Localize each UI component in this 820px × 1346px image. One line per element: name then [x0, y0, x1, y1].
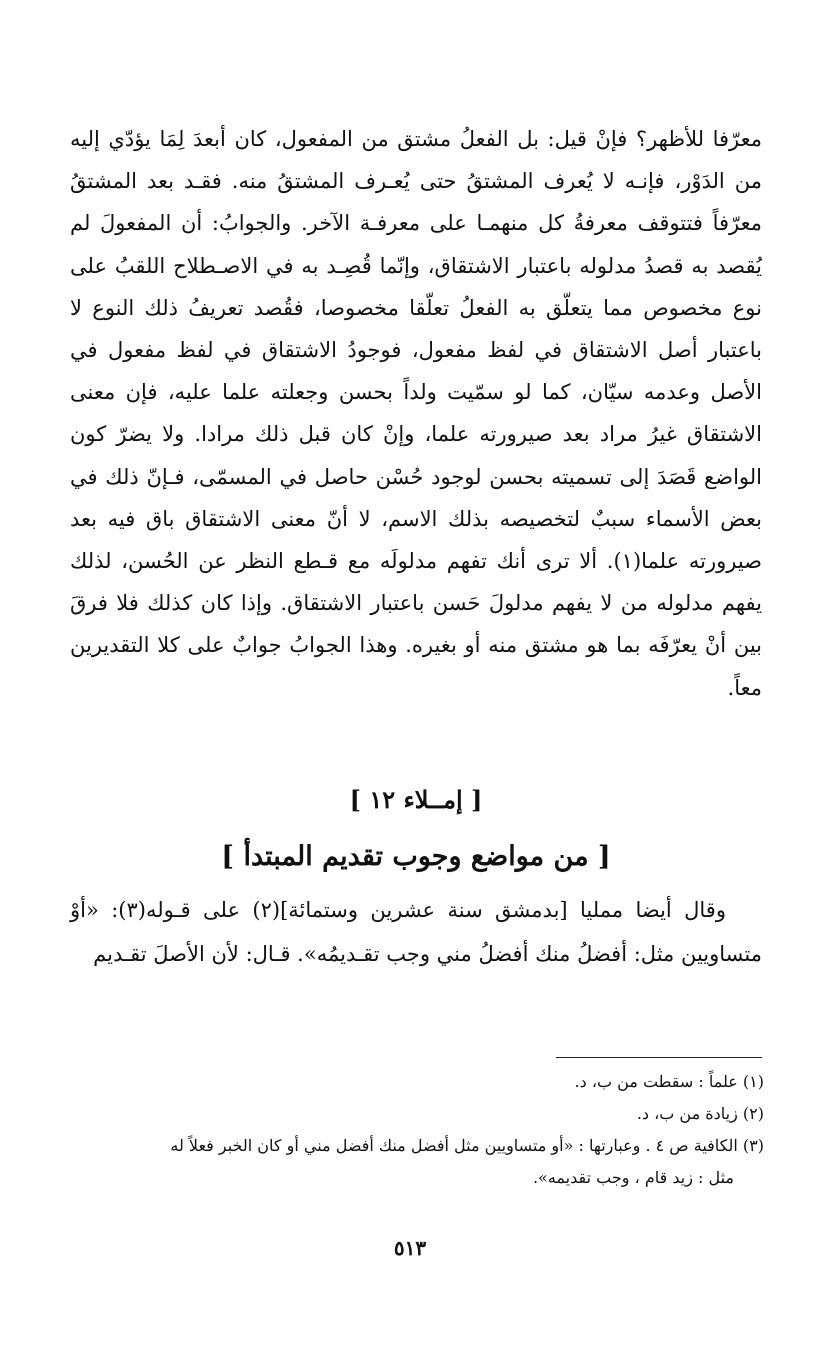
footnotes [70, 1066, 764, 1194]
footnote-1: (١) علماً : سقطت من ب، د. [574, 1072, 764, 1091]
main-text-block-2 [70, 888, 762, 976]
footnote-2: (٢) زيادة من ب، د. [636, 1104, 764, 1123]
page-number: ٥١٣ [393, 1236, 427, 1260]
main-text-block [70, 118, 762, 709]
section-title: [ من مواضع وجوب تقديم المبتدأ ] [221, 841, 611, 872]
paragraph-2: وقال أيضا ممليا [بدمشق سنة عشرين وستمائة](٢) على قـوله(٣): «أوْ متساويين مثل: أفضلُ منك أفضلُ مني وجب تقـديمُه». قـال: لأن الأصلَ تقـديم [70, 898, 762, 966]
footnote-3: (٣) الكافية ص ٤ . وعبارتها : «أو متساويين مثل أفضل منك أفضل مني أو كان الخبر فعلاً له [170, 1136, 764, 1155]
paragraph-1: معرّفا للأظهر؟ فإنْ قيل: بل الفعلُ مشتق من المفعول، كان أبعدَ لِمَا يؤدّي إليه من الدَوْر، فإنـه لا يُعرف المشتقُ حتى يُعـرف المشتقُ منه. فقـد بعد المشتقُ معرّفاً فتتوقف معرفةُ كل منهمـا على معرفـة الآخر. والجوابُ: أن المفعولَ لم يُقصد به قصدُ مدلوله باعتبار الاشتقاق، وإنّما قُصِـد به في الاصـطلاح اللقبُ على نوع مخصوص مما يتعلّق به الفعلُ تعلّقا مخصوصا، فقُصد تعريفُ ذلك النوع لا باعتبار أصل الاشتقاق في لفظ مفعول، فوجودُ الاشتقاق في لفظ مفعول في الأصل وعدمه سيّان، كما لو سمّيت ولداً بحسن وجعلته علما عليه، فإن معنى الاشتقاق غيرُ مراد بعد صيرورته علما، وإنْ كان قبل ذلك مرادا. ولا يضرّ كون الواضع قَصَدَ إلى تسميته بحسن لوجود حُسْن حاصل في المسمّى، فـإنّ ذلك في بعض الأسماء سببٌ لتخصيصه بذلك الاسم، لا أنّ معنى الاشتقاق باق فيه بعد صيرورته علما(١). ألا ترى أنك تفهم مدلولَه مع قـطع النظر عن الحُسن، لذلك يفهم مدلوله من لا يفهم مدلولَ حَسن باعتبار الاشتقاق. وإذا كان كذلك فلا فرقَ بين أنْ يعرّفَه بما هو مشتق منه أو بغيره. وهذا الجوابُ جوابٌ على كلا التقديرين معاً. [70, 127, 762, 700]
footnote-separator [556, 1057, 762, 1058]
footnote-3-continuation: مثل : زيد قام ، وجب تقديمه». [532, 1168, 734, 1187]
dictation-heading: [ إمــلاء ١٢ ] [349, 785, 483, 814]
